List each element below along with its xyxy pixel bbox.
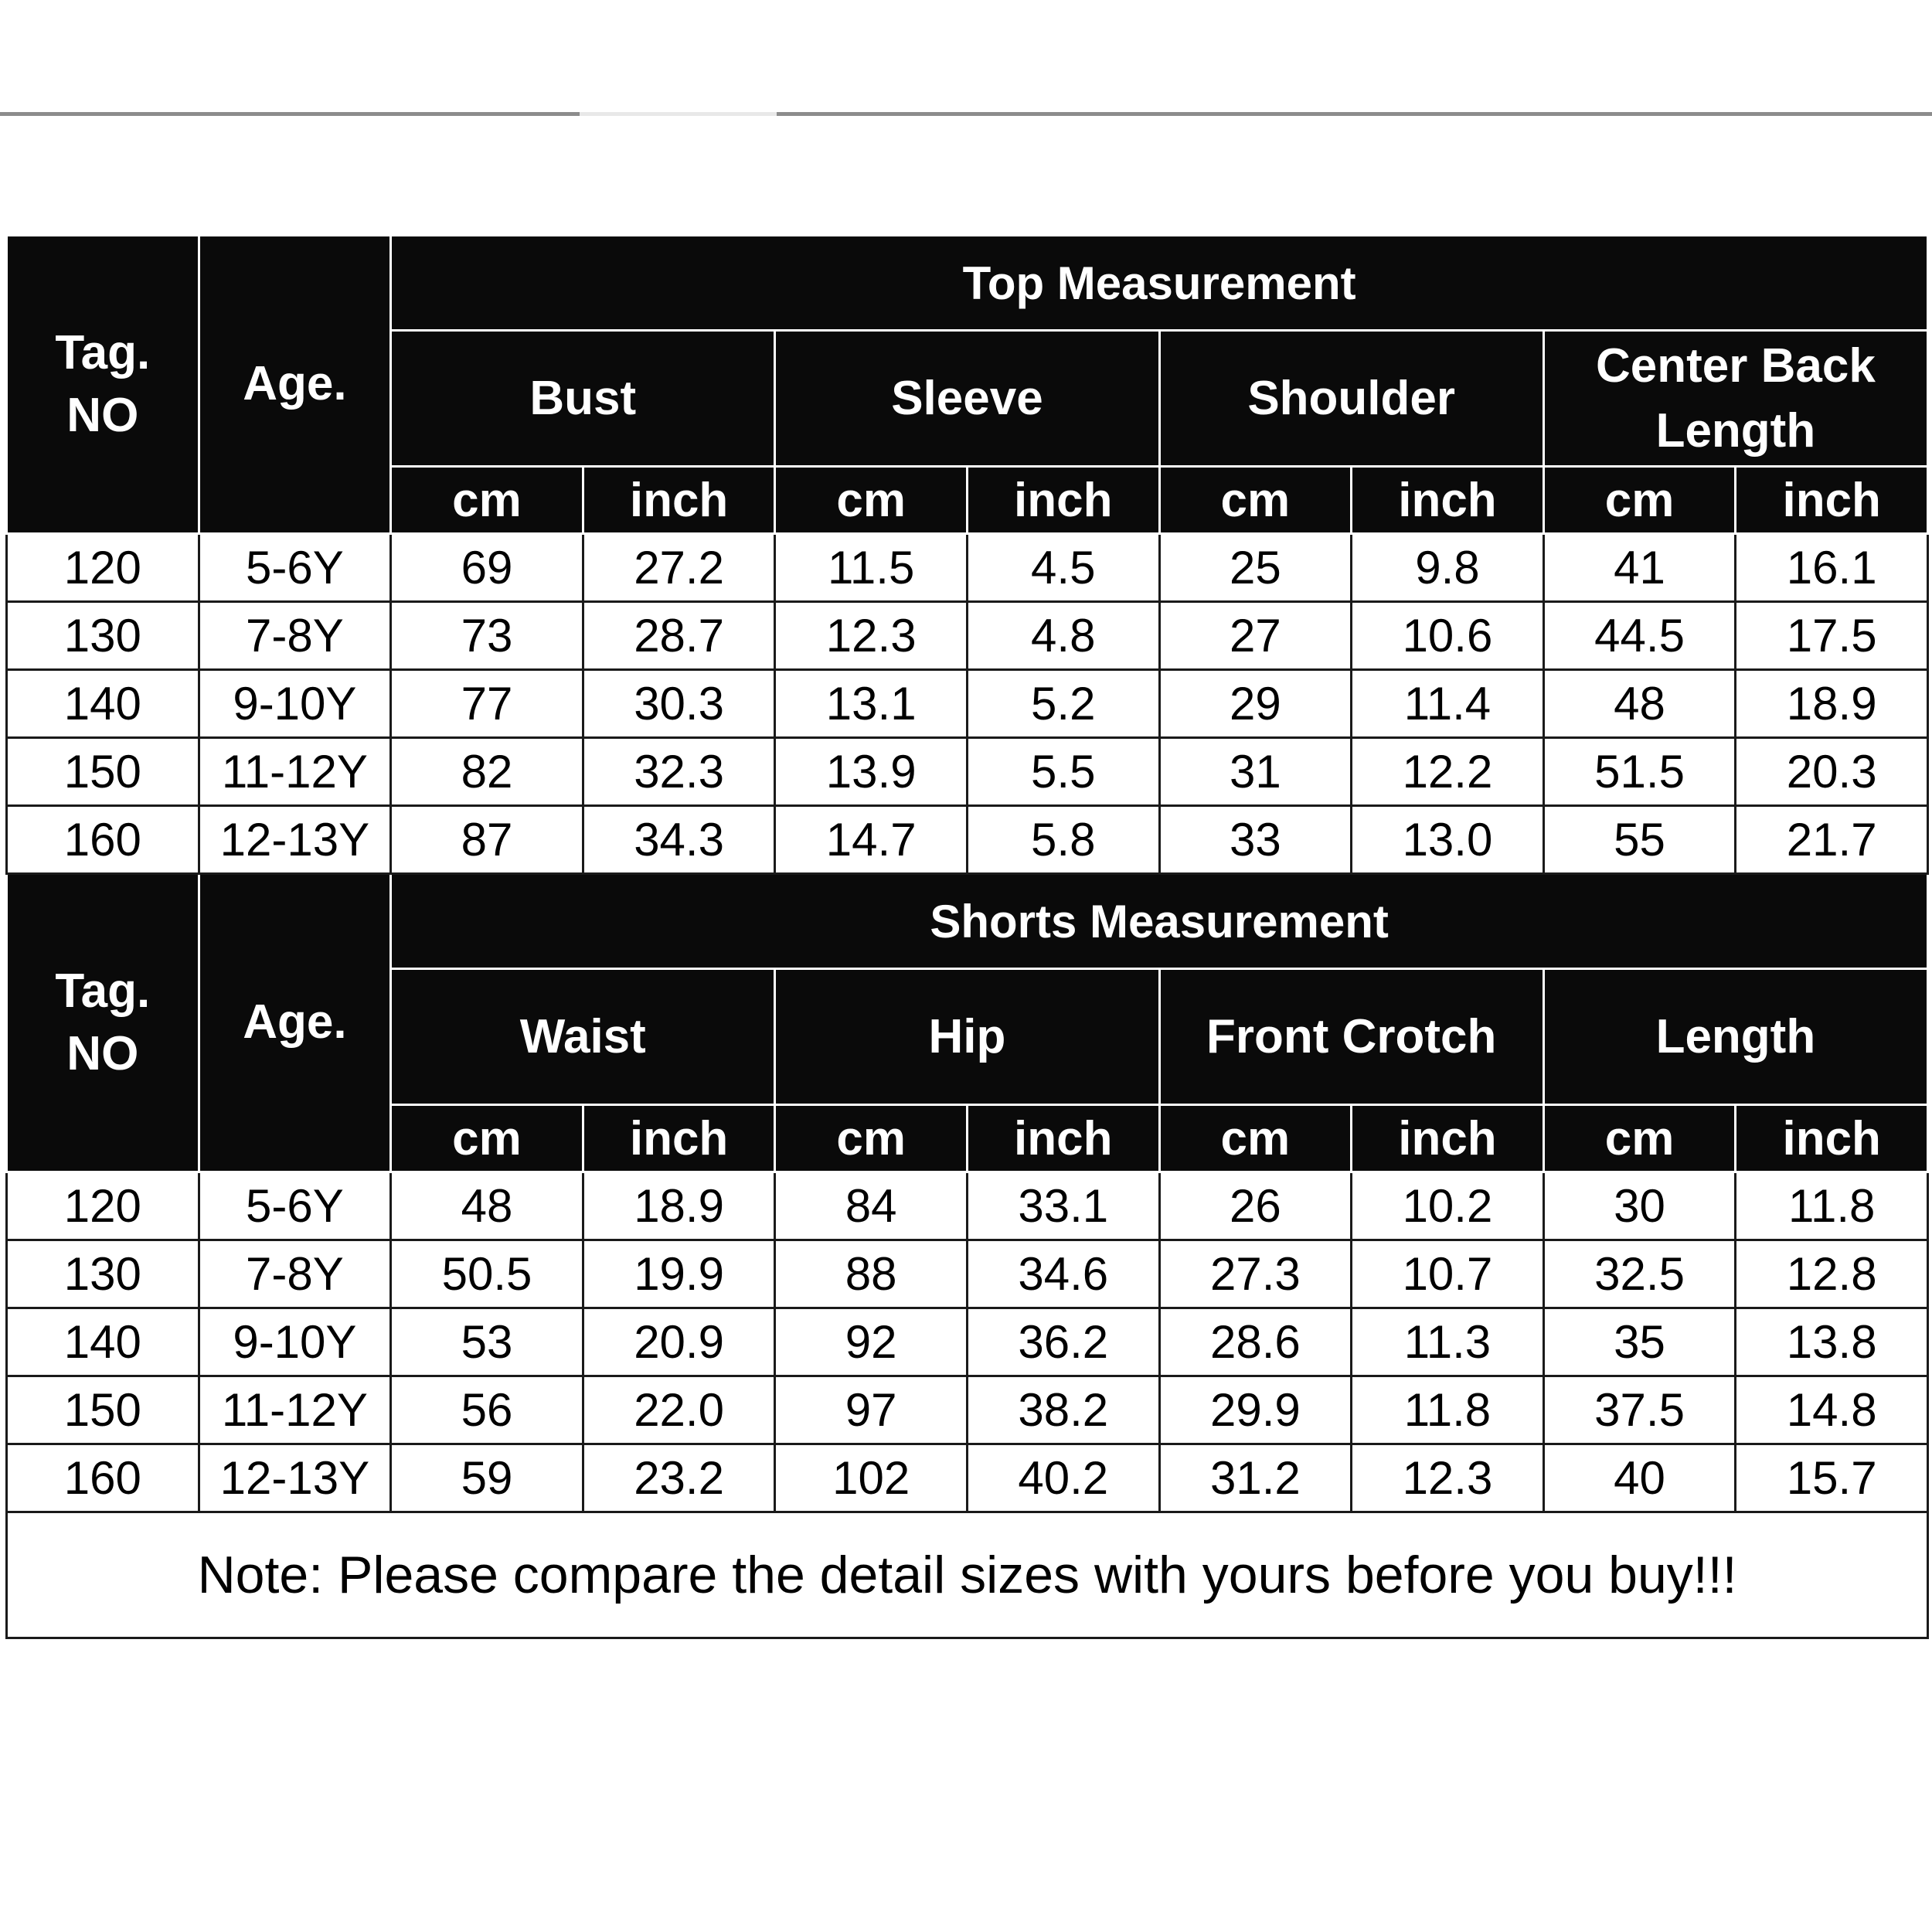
table-cell: 34.6 [967, 1240, 1159, 1308]
table-cell: 10.2 [1352, 1172, 1544, 1240]
table-cell: 30 [1543, 1172, 1736, 1240]
table-cell: 77 [391, 670, 583, 738]
table-cell: 10.7 [1352, 1240, 1544, 1308]
table-cell: 12.2 [1352, 738, 1544, 806]
table-cell: 130 [7, 1240, 199, 1308]
shorts-age-header: Age. [199, 874, 391, 1172]
top-header-row [7, 236, 1928, 331]
table-cell: 5.8 [967, 806, 1159, 874]
table-cell: 12-13Y [199, 1444, 391, 1512]
table-cell: 12.8 [1736, 1240, 1928, 1308]
top-section-title: Top Measurement [391, 236, 1928, 331]
table-cell: 73 [391, 602, 583, 670]
shorts-unit-inch: inch [583, 1105, 775, 1172]
table-cell: 11-12Y [199, 1376, 391, 1444]
table-cell: 150 [7, 1376, 199, 1444]
table-cell: 140 [7, 1308, 199, 1376]
shorts-unit-inch: inch [967, 1105, 1159, 1172]
shorts-unit-cm: cm [775, 1105, 968, 1172]
table-cell: 15.7 [1736, 1444, 1928, 1512]
table-cell: 11-12Y [199, 738, 391, 806]
table-cell: 56 [391, 1376, 583, 1444]
top-group-bust: Bust [391, 331, 775, 467]
table-cell: 5.5 [967, 738, 1159, 806]
table-cell: 20.9 [583, 1308, 775, 1376]
table-cell: 28.7 [583, 602, 775, 670]
size-note: Note: Please compare the detail sizes with yours before you buy!!! [7, 1512, 1928, 1638]
table-cell: 9.8 [1352, 534, 1544, 602]
table-cell: 21.7 [1736, 806, 1928, 874]
table-cell: 102 [775, 1444, 968, 1512]
size-chart [5, 234, 1927, 1639]
table-cell: 12.3 [1352, 1444, 1544, 1512]
top-divider-highlight [580, 112, 777, 116]
table-cell: 41 [1543, 534, 1736, 602]
top-unit-inch: inch [1736, 467, 1928, 534]
table-cell: 19.9 [583, 1240, 775, 1308]
top-unit-inch: inch [1352, 467, 1544, 534]
table-cell: 150 [7, 738, 199, 806]
top-unit-cm: cm [775, 467, 968, 534]
table-row [7, 806, 1928, 874]
table-cell: 31 [1159, 738, 1352, 806]
table-cell: 5.2 [967, 670, 1159, 738]
table-cell: 160 [7, 806, 199, 874]
table-cell: 31.2 [1159, 1444, 1352, 1512]
table-cell: 53 [391, 1308, 583, 1376]
table-cell: 17.5 [1736, 602, 1928, 670]
table-cell: 55 [1543, 806, 1736, 874]
table-cell: 18.9 [1736, 670, 1928, 738]
table-cell: 32.5 [1543, 1240, 1736, 1308]
table-cell: 44.5 [1543, 602, 1736, 670]
table-cell: 37.5 [1543, 1376, 1736, 1444]
table-cell: 48 [1543, 670, 1736, 738]
table-cell: 51.5 [1543, 738, 1736, 806]
table-cell: 40.2 [967, 1444, 1159, 1512]
top-group-center-back-length: Center Back Length [1543, 331, 1927, 467]
table-cell: 5-6Y [199, 534, 391, 602]
table-cell: 9-10Y [199, 670, 391, 738]
top-group-shoulder: Shoulder [1159, 331, 1543, 467]
table-cell: 28.6 [1159, 1308, 1352, 1376]
shorts-unit-cm: cm [1543, 1105, 1736, 1172]
top-age-header: Age. [199, 236, 391, 534]
table-cell: 140 [7, 670, 199, 738]
table-cell: 34.3 [583, 806, 775, 874]
table-cell: 92 [775, 1308, 968, 1376]
shorts-unit-cm: cm [1159, 1105, 1352, 1172]
table-cell: 4.8 [967, 602, 1159, 670]
note-row [7, 1512, 1928, 1638]
table-cell: 13.0 [1352, 806, 1544, 874]
table-row [7, 1444, 1928, 1512]
shorts-header-row [7, 874, 1928, 969]
table-cell: 36.2 [967, 1308, 1159, 1376]
table-cell: 69 [391, 534, 583, 602]
table-cell: 27.3 [1159, 1240, 1352, 1308]
table-cell: 11.5 [775, 534, 968, 602]
top-divider-line [0, 112, 1932, 116]
table-cell: 130 [7, 602, 199, 670]
table-row [7, 602, 1928, 670]
table-cell: 29 [1159, 670, 1352, 738]
top-tag-header: Tag. NO [7, 236, 199, 534]
table-cell: 120 [7, 534, 199, 602]
table-cell: 13.8 [1736, 1308, 1928, 1376]
table-cell: 50.5 [391, 1240, 583, 1308]
table-row [7, 670, 1928, 738]
table-row [7, 1240, 1928, 1308]
table-cell: 27 [1159, 602, 1352, 670]
table-cell: 10.6 [1352, 602, 1544, 670]
table-cell: 33.1 [967, 1172, 1159, 1240]
table-row [7, 1308, 1928, 1376]
table-cell: 32.3 [583, 738, 775, 806]
table-cell: 11.8 [1352, 1376, 1544, 1444]
shorts-group-length: Length [1543, 969, 1927, 1105]
table-cell: 9-10Y [199, 1308, 391, 1376]
table-cell: 22.0 [583, 1376, 775, 1444]
shorts-unit-inch: inch [1736, 1105, 1928, 1172]
shorts-unit-inch: inch [1352, 1105, 1544, 1172]
top-group-sleeve: Sleeve [775, 331, 1159, 467]
table-cell: 87 [391, 806, 583, 874]
table-cell: 23.2 [583, 1444, 775, 1512]
top-unit-cm: cm [1543, 467, 1736, 534]
table-cell: 29.9 [1159, 1376, 1352, 1444]
table-cell: 84 [775, 1172, 968, 1240]
shorts-group-hip: Hip [775, 969, 1159, 1105]
table-cell: 13.1 [775, 670, 968, 738]
table-cell: 88 [775, 1240, 968, 1308]
top-unit-inch: inch [967, 467, 1159, 534]
table-row [7, 534, 1928, 602]
table-cell: 20.3 [1736, 738, 1928, 806]
table-cell: 5-6Y [199, 1172, 391, 1240]
table-cell: 7-8Y [199, 602, 391, 670]
size-chart-table [5, 234, 1929, 1639]
table-cell: 4.5 [967, 534, 1159, 602]
table-cell: 25 [1159, 534, 1352, 602]
table-row [7, 1172, 1928, 1240]
table-cell: 48 [391, 1172, 583, 1240]
table-cell: 33 [1159, 806, 1352, 874]
table-cell: 27.2 [583, 534, 775, 602]
table-cell: 160 [7, 1444, 199, 1512]
table-cell: 97 [775, 1376, 968, 1444]
table-cell: 26 [1159, 1172, 1352, 1240]
table-cell: 35 [1543, 1308, 1736, 1376]
table-cell: 14.7 [775, 806, 968, 874]
table-cell: 30.3 [583, 670, 775, 738]
table-cell: 13.9 [775, 738, 968, 806]
table-cell: 18.9 [583, 1172, 775, 1240]
table-cell: 14.8 [1736, 1376, 1928, 1444]
table-row [7, 1376, 1928, 1444]
table-cell: 12-13Y [199, 806, 391, 874]
table-cell: 11.3 [1352, 1308, 1544, 1376]
top-unit-inch: inch [583, 467, 775, 534]
shorts-tag-header: Tag. NO [7, 874, 199, 1172]
shorts-unit-cm: cm [391, 1105, 583, 1172]
top-unit-cm: cm [1159, 467, 1352, 534]
table-cell: 120 [7, 1172, 199, 1240]
table-cell: 7-8Y [199, 1240, 391, 1308]
table-cell: 82 [391, 738, 583, 806]
shorts-group-waist: Waist [391, 969, 775, 1105]
table-cell: 38.2 [967, 1376, 1159, 1444]
top-unit-cm: cm [391, 467, 583, 534]
shorts-section-title: Shorts Measurement [391, 874, 1928, 969]
table-cell: 59 [391, 1444, 583, 1512]
table-cell: 12.3 [775, 602, 968, 670]
table-cell: 11.4 [1352, 670, 1544, 738]
table-cell: 16.1 [1736, 534, 1928, 602]
shorts-group-front-crotch: Front Crotch [1159, 969, 1543, 1105]
table-cell: 11.8 [1736, 1172, 1928, 1240]
table-cell: 40 [1543, 1444, 1736, 1512]
table-row [7, 738, 1928, 806]
size-chart-body [7, 236, 1928, 1638]
